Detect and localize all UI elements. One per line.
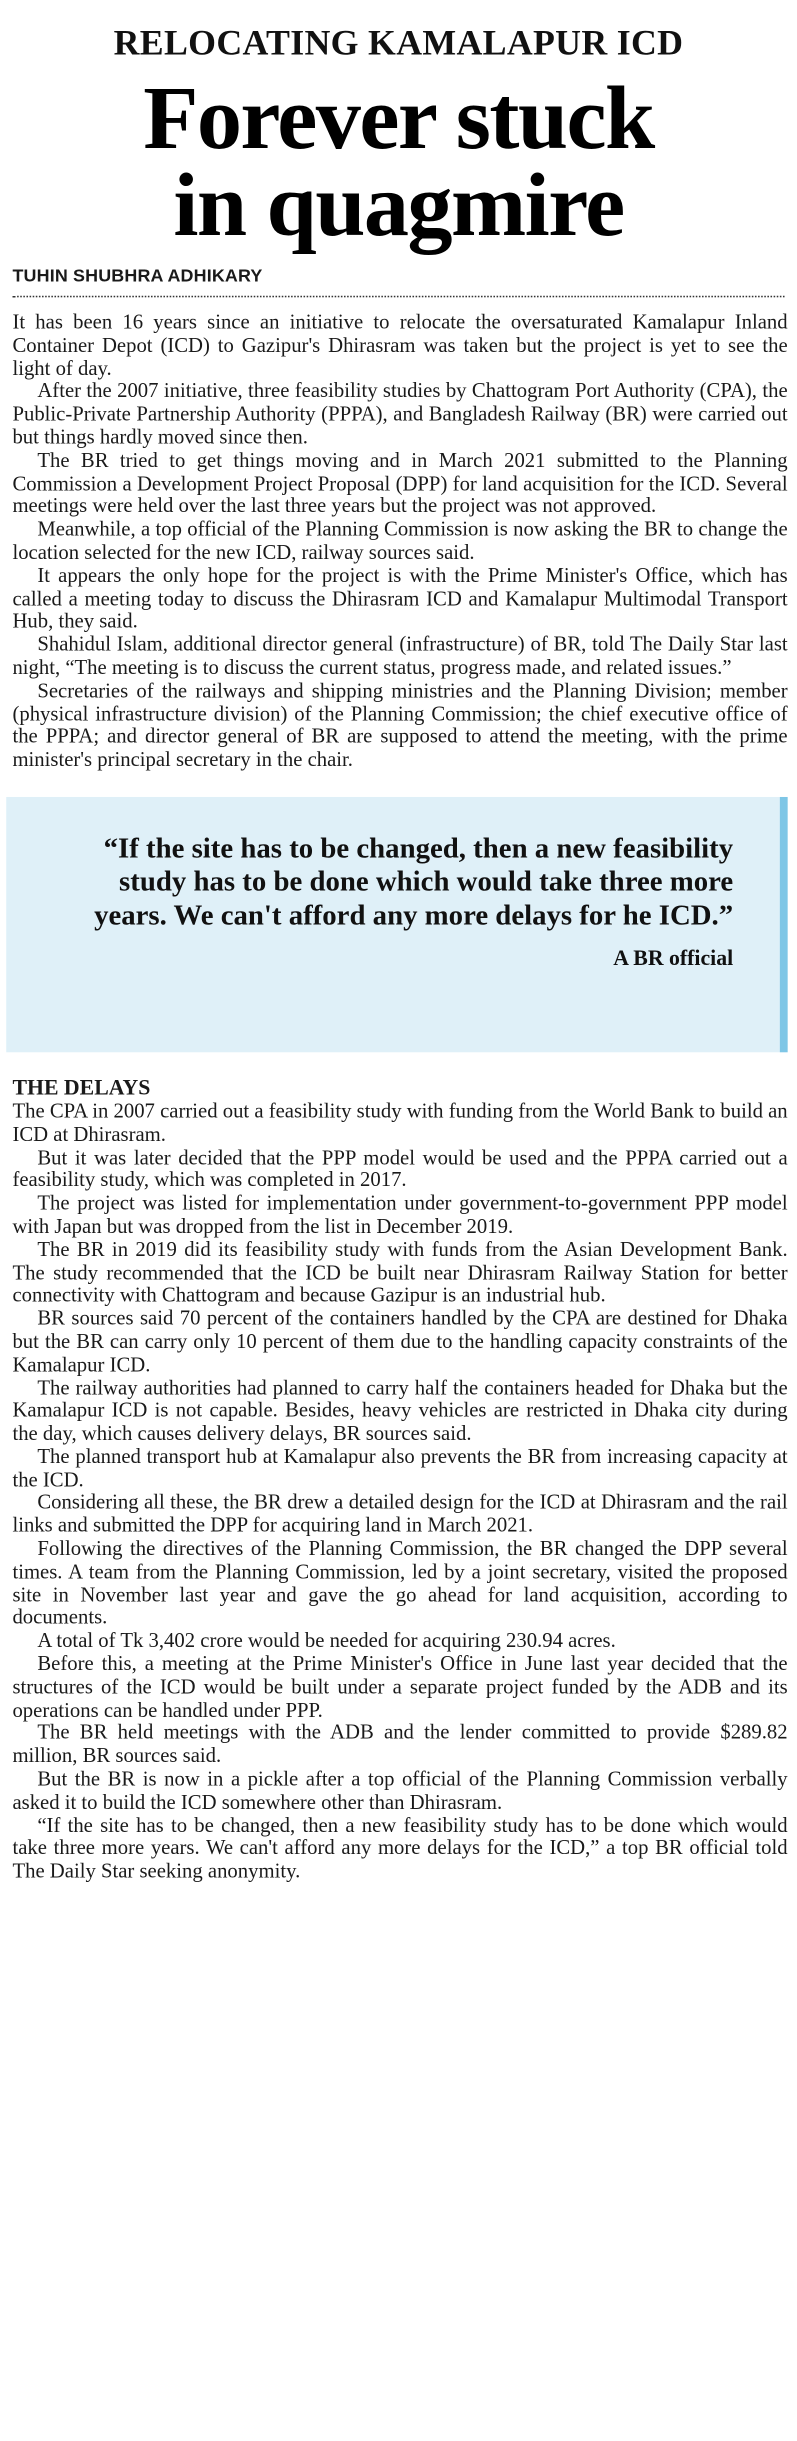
paragraph: After the 2007 initiative, three feasibility studies by Chattogram Port Authority (CPA), the Public-Private Partnership Authority (PPPA), and Bangladesh Railway (BR) were carried out but things hardly moved since then. [12, 378, 788, 449]
paragraph: Secretaries of the railways and shipping ministries and the Planning Division; member (physical infrastructure division) of the Planning Commission; the chief executive office of the PPPA; and director general of BR are supposed to attend the meeting, with the prime minister's principal secretary in the chair. [12, 678, 788, 771]
headline-line-1: Forever stuck [143, 66, 654, 169]
paragraph: It has been 16 years since an initiative to relocate the oversaturated Kamalapur Inland Container Depot (ICD) to Gazipur's Dhirasram was taken but the project is yet to see the light of day. [12, 309, 788, 380]
paragraph: The planned transport hub at Kamalapur also prevents the BR from increasing capacity at the ICD. [12, 1444, 788, 1491]
byline: TUHIN SHUBHRA ADHIKARY [12, 268, 784, 298]
paragraph: A total of Tk 3,402 crore would be needed for acquiring 230.94 acres. [37, 1628, 616, 1652]
kicker: RELOCATING KAMALAPUR ICD [113, 23, 684, 63]
pull-quote-attribution: A BR official [613, 948, 734, 972]
paragraph: The BR in 2019 did its feasibility study with funds from the Asian Development Bank. The study recommended that the ICD be built near Dhirasram Railway Station for better connectivity with Chattogram and because Gazipur is an industrial hub. [12, 1237, 788, 1307]
paragraph: But it was later decided that the PPP model would be used and the PPPA carried out a feasibility study, which was completed in 2017. [12, 1144, 788, 1192]
pull-quote [6, 797, 787, 1052]
paragraph: The railway authorities had planned to carry half the containers headed for Dhaka but the Kamalapur ICD is not capable. Besides, heavy vehicles are restricted in Dhaka city during the day, which causes delivery delays, BR sources said. [12, 1375, 788, 1445]
article-body-section-1 [0, 311, 797, 772]
paragraph: Following the directives of the Planning Commission, the BR changed the DPP several times. A team from the Planning Commission, led by a joint secretary, visited the proposed site in November last year and gave the go ahead for land acquisition, according to documents. [12, 1536, 788, 1629]
paragraph: Considering all these, the BR drew a detailed design for the ICD at Dhirasram and the rail links and submitted the DPP for acquiring land in March 2021. [12, 1490, 788, 1537]
paragraph: The BR held meetings with the ADB and the lender committed to provide $289.82 million, BR sources said. [12, 1720, 788, 1768]
paragraph: Before this, a meeting at the Prime Minister's Office in June last year decided that the structures of the ICD would be built under a separate project funded by the ADB and its operations can be handled under PPP. [12, 1651, 788, 1722]
article-body-section-2 [0, 1100, 797, 1883]
pull-quote-text: “If the site has to be changed, then a new feasibility study has to be done which would take three more years. We can't afford any more delays for he ICD.” [94, 834, 734, 933]
section-heading: THE DELAYS [12, 1077, 151, 1101]
paragraph: The BR tried to get things moving and in March 2021 submitted to the Planning Commission a Development Project Proposal (DPP) for land acquisition for the ICD. Several meetings were held over the last three years but the project was not approved. [12, 447, 788, 518]
paragraph: But the BR is now in a pickle after a top official of the Planning Commission verbally asked it to build the ICD somewhere other than Dhirasram. [12, 1766, 788, 1814]
paragraph: “If the site has to be changed, then a new feasibility study has to be done which would take three more years. We can't afford any more delays for the ICD,” a top BR official told The Daily Star seeking anonymity. [12, 1812, 788, 1883]
paragraph: Shahidul Islam, additional director general (infrastructure) of BR, told The Daily Star last night, “The meeting is to discuss the current status, progress made, and related issues.” [12, 632, 788, 679]
paragraph: It appears the only hope for the project is with the Prime Minister's Office, which has called a meeting today to discuss the Dhirasram ICD and Kamalapur Multimodal Transport Hub, they said. [12, 563, 788, 633]
paragraph: Meanwhile, a top official of the Planning Commission is now asking the BR to change the location selected for the new ICD, railway sources said. [12, 517, 788, 564]
paragraph: BR sources said 70 percent of the containers handled by the CPA are destined for Dhaka but the BR can carry only 10 percent of them due to the handling capacity constraints of the Kamalapur ICD. [12, 1306, 788, 1376]
paragraph: The CPA in 2007 carried out a feasibility study with funding from the World Bank to build an ICD at Dhirasram. [12, 1098, 788, 1146]
paragraph: The project was listed for implementation under government-to-government PPP model with Japan but was dropped from the list in December 2019. [12, 1190, 788, 1238]
headline-line-2: in quagmire [173, 154, 624, 256]
headline [0, 66, 797, 256]
